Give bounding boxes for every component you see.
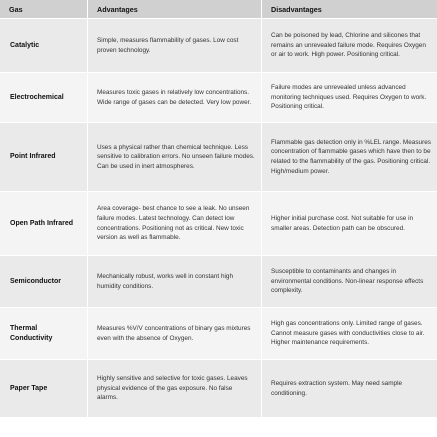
header-row: [0, 0, 437, 19]
header-gas: Gas: [0, 0, 88, 19]
table-row: [0, 256, 437, 308]
disadvantages-cell: Requires extraction system. May need sample conditioning.: [262, 360, 437, 418]
advantages-cell: Measures toxic gases in relatively low concentrations. Wide range of gases can be detected. Very low power.: [88, 73, 262, 123]
header-advantages: Advantages: [88, 0, 262, 19]
table-row: [0, 308, 437, 360]
gas-name-cell: Catalytic: [0, 19, 88, 73]
disadvantages-cell: Can be poisoned by lead, Chlorine and silicones that remains an unrevealed failure mode. Requires Oxygen or air to work. High power. Positioning critical.: [262, 19, 437, 73]
table-row: [0, 73, 437, 123]
advantages-cell: Highly sensitive and selective for toxic gases. Leaves physical evidence of the gas exposure. No false alarms.: [88, 360, 262, 418]
gas-name-cell: Open Path Infrared: [0, 192, 88, 256]
disadvantages-cell: Failure modes are unrevealed unless advanced monitoring techniques used. Requires Oxygen to work. Positioning critical.: [262, 73, 437, 123]
advantages-cell: Area coverage- best chance to see a leak. No unseen failure modes. Latest technology. Can detect low concentrations. Positioning not as critical. New toxic version as well as flammable.: [88, 192, 262, 256]
table-header: [0, 0, 437, 19]
table-row: [0, 360, 437, 418]
advantages-cell: Mechanically robust, works well in constant high humidity conditions.: [88, 256, 262, 308]
disadvantages-cell: Susceptible to contaminants and changes in environmental conditions. Non-linear response effects complexity.: [262, 256, 437, 308]
disadvantages-cell: Flammable gas detection only in %LEL range. Measures concentration of flammable gases which have then to be related to the flammability of the gas. Positioning critical. High/medium power.: [262, 123, 437, 192]
gas-name-cell: Thermal Conductivity: [0, 308, 88, 360]
table-row: [0, 192, 437, 256]
gas-name-cell: Point Infrared: [0, 123, 88, 192]
header-disadvantages: Disadvantages: [262, 0, 437, 19]
table-body: [0, 19, 437, 418]
gas-name-cell: Semiconductor: [0, 256, 88, 308]
gas-name-cell: Paper Tape: [0, 360, 88, 418]
table-row: [0, 123, 437, 192]
disadvantages-cell: Higher initial purchase cost. Not suitable for use in smaller areas. Detection path can be obscured.: [262, 192, 437, 256]
disadvantages-cell: High gas concentrations only. Limited range of gases. Cannot measure gases with conductivities close to air. Higher maintenance requirements.: [262, 308, 437, 360]
advantages-cell: Simple, measures flammability of gases. Low cost proven technology.: [88, 19, 262, 73]
table-row: [0, 19, 437, 73]
gas-name-cell: Electrochemical: [0, 73, 88, 123]
advantages-cell: Uses a physical rather than chemical technique. Less sensitive to calibration errors. No unseen failure modes. Can be used in inert atmospheres.: [88, 123, 262, 192]
advantages-cell: Measures %V/V concentrations of binary gas mixtures even with the absence of Oxygen.: [88, 308, 262, 360]
